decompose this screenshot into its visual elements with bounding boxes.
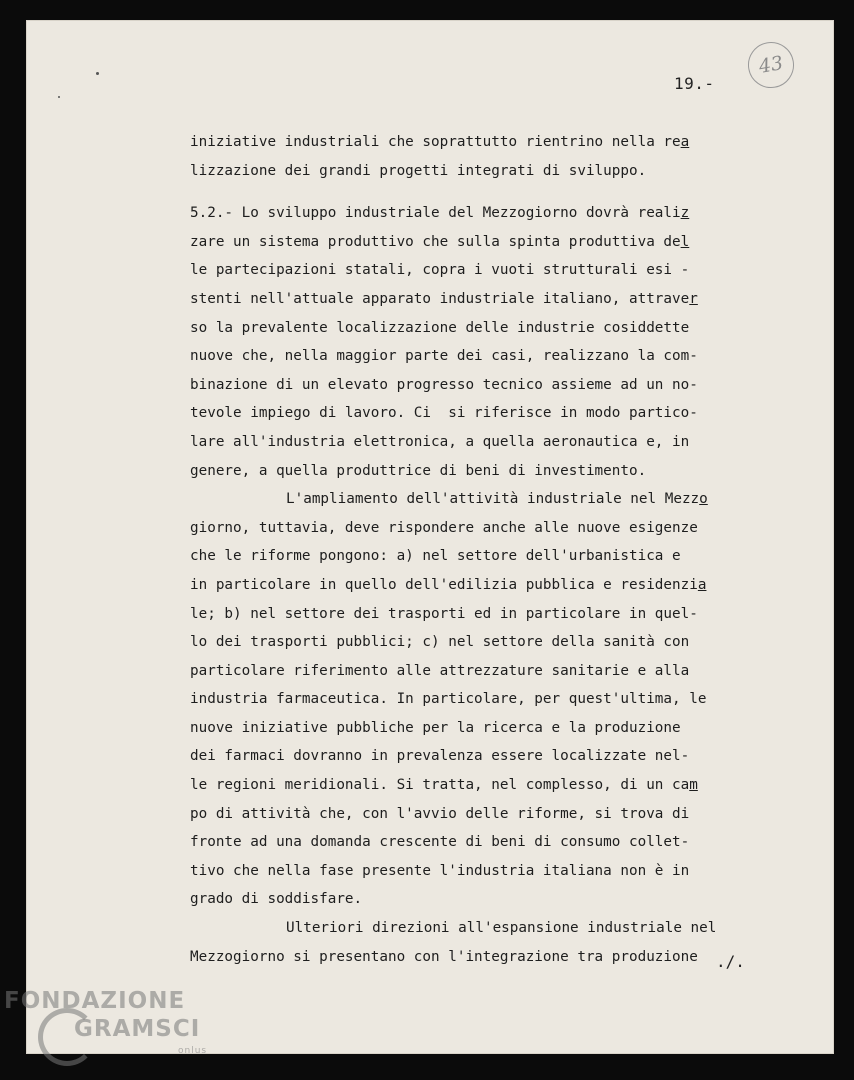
text-line	[190, 457, 762, 486]
text-line	[190, 157, 762, 186]
line-text: grado di soddisfare.	[190, 891, 363, 908]
text-line	[190, 542, 762, 571]
line-text: le regioni meridionali. Si tratta, nel complesso, di un ca	[190, 777, 690, 794]
underlined-text: a	[680, 134, 690, 150]
text-line	[190, 514, 762, 543]
text-line	[190, 314, 762, 343]
line-text: stenti nell'attuale apparato industriale italiano, attrave	[190, 290, 690, 307]
watermark-line2: GRAMSCI	[74, 1016, 201, 1042]
archive-number-stamp: 43	[744, 38, 797, 91]
line-text: fronte ad una domanda crescente di beni di consumo collet-	[190, 834, 690, 851]
underlined-text: z	[680, 205, 690, 222]
underlined-text: o	[699, 491, 708, 508]
line-text: nuove iniziative pubbliche per la ricerca e la produzione	[190, 719, 681, 736]
underlined-text: r	[689, 290, 698, 307]
line-text: industria farmaceutica. In particolare, per quest'ultima, le	[190, 691, 707, 708]
line-text: so la prevalente localizzazione delle industrie cosiddette	[190, 319, 690, 336]
line-text: tevole impiego di lavoro. Ci si riferisce in modo partico-	[190, 405, 698, 422]
document-body	[190, 128, 762, 971]
line-text: binazione di un elevato progresso tecnico assieme ad un no-	[190, 376, 698, 393]
line-text: zare un sistema produttivo che sulla spinta produttiva de	[190, 233, 681, 250]
line-text: dei farmaci dovranno in prevalenza essere localizzate nel-	[190, 748, 690, 765]
line-text: tivo che nella fase presente l'industria italiana non è in	[190, 862, 690, 879]
watermark-line1: FONDAZIONE	[4, 988, 186, 1014]
line-text: L'ampliamento dell'attività industriale nel Mezz	[286, 491, 700, 508]
text-line	[190, 399, 762, 428]
text-line	[190, 742, 762, 771]
line-text: po di attività che, con l'avvio delle riforme, si trova di	[190, 805, 690, 822]
paper-speck	[96, 72, 99, 75]
text-line	[190, 800, 762, 829]
line-text: lo dei trasporti pubblici; c) nel settore della sanità con	[190, 634, 690, 651]
text-line	[190, 685, 762, 714]
line-text: lare all'industria elettronica, a quella aeronautica e, in	[190, 433, 690, 450]
text-line	[190, 342, 762, 371]
underlined-text: a	[697, 576, 707, 593]
text-line	[190, 571, 762, 600]
line-text: le; b) nel settore dei trasporti ed in particolare in quel-	[190, 605, 698, 622]
line-text: 5.2.- Lo sviluppo industriale del Mezzogiorno dovrà reali	[190, 205, 681, 222]
continuation-mark: ./.	[716, 952, 745, 971]
underlined-text: l	[680, 233, 690, 250]
paragraph-gap	[190, 185, 762, 199]
line-text: lizzazione dei grandi progetti integrati di sviluppo.	[190, 162, 647, 179]
text-line	[190, 199, 762, 228]
text-line	[190, 857, 762, 886]
line-text: giorno, tuttavia, deve rispondere anche alle nuove esigenze	[190, 519, 698, 536]
text-line	[190, 485, 762, 514]
text-line	[190, 285, 762, 314]
line-text: in particolare in quello dell'edilizia pubblica e residenzi	[190, 576, 698, 593]
text-line	[190, 600, 762, 629]
line-text: Mezzogiorno si presentano con l'integrazione tra produzione	[190, 948, 698, 965]
text-line	[190, 657, 762, 686]
watermark-logo	[4, 986, 234, 1078]
text-line	[190, 771, 762, 800]
text-line	[190, 428, 762, 457]
line-text: particolare riferimento alle attrezzature sanitarie e alla	[190, 662, 690, 679]
text-line	[190, 885, 762, 914]
text-line	[190, 628, 762, 657]
text-line	[190, 943, 762, 972]
text-line	[190, 256, 762, 285]
page-number: 19.-	[674, 74, 715, 93]
text-line	[190, 228, 762, 257]
watermark-line3: onlus	[178, 1046, 208, 1056]
paper-speck	[58, 96, 60, 98]
underlined-text: m	[689, 777, 698, 794]
text-line	[190, 828, 762, 857]
text-line	[190, 371, 762, 400]
text-line	[190, 128, 762, 157]
text-line	[190, 714, 762, 743]
line-text: Ulteriori direzioni all'espansione industriale nel	[286, 920, 717, 937]
line-text: le partecipazioni statali, copra i vuoti strutturali esi -	[190, 262, 690, 279]
line-text: iniziative industriali che soprattutto rientrino nella re	[190, 134, 681, 150]
line-text: genere, a quella produttrice di beni di investimento.	[190, 462, 647, 479]
line-text: che le riforme pongono: a) nel settore dell'urbanistica e	[190, 548, 681, 565]
text-line	[190, 914, 762, 943]
line-text: nuove che, nella maggior parte dei casi, realizzano la com-	[190, 348, 698, 365]
